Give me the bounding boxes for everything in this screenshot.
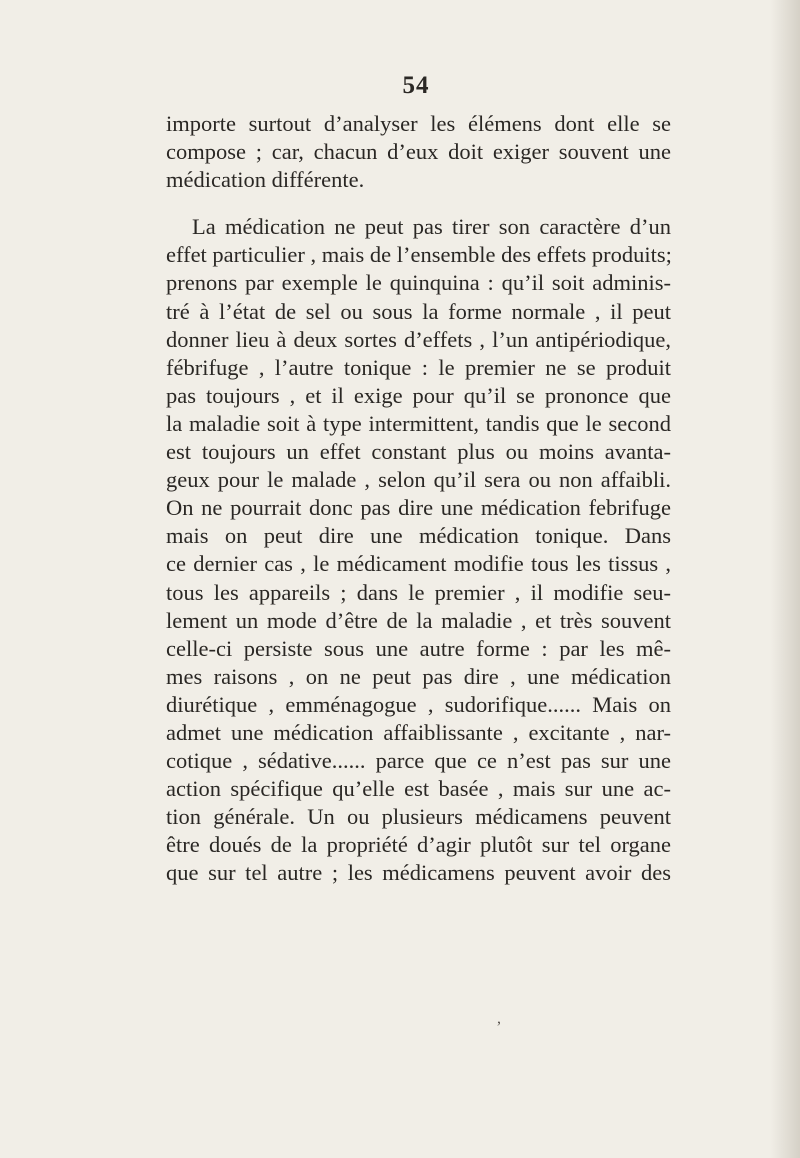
text-line: tré à l’état de sel ou sous la forme normale , il peut [166,298,671,324]
text-line: importe surtout d’analyser les élémens dont elle se [166,111,671,136]
text-line: médication différente. [166,167,365,193]
text-line: mes raisons , on ne peut pas dire , une médication [166,663,671,689]
text-line: admet une médication affaiblissante , excitante , nar- [166,719,671,745]
ink-speck: , [497,1010,501,1027]
text-line: celle-ci persiste sous une autre forme : par les mê- [166,635,671,661]
text-line: est toujours un effet constant plus ou moins avanta- [166,439,671,465]
text-line: cotique , sédative...... parce que ce n’est pas sur une [166,748,671,774]
page-number: 54 [402,72,430,99]
paragraph [166,213,671,887]
text-line: geux pour le malade , selon qu’il sera ou non affaibli. [166,467,671,493]
text-line: pas toujours , et il exige pour qu’il se prononce que [166,382,671,408]
text-line: la maladie soit à type intermittent, tandis que le second [166,410,671,436]
text-line: donner lieu à deux sortes d’effets , l’un antipériodique, [166,326,671,352]
body-text [166,110,671,888]
paragraph [166,110,671,194]
text-line: fébrifuge , l’autre tonique : le premier ne se produit [166,354,671,380]
text-line: prenons par exemple le quinquina : qu’il soit adminis- [166,270,671,296]
text-line: compose ; car, chacun d’eux doit exiger souvent une [166,139,671,165]
text-line: action spécifique qu’elle est basée , mais sur une ac- [166,776,671,802]
text-line: On ne pourrait donc pas dire une médication febrifuge [166,495,671,521]
text-line: lement un mode d’être de la maladie , et très souvent [166,607,671,633]
text-line: ce dernier cas , le médicament modifie tous les tissus , [166,551,671,577]
text-line: que sur tel autre ; les médicamens peuvent avoir des [166,860,671,886]
text-line: tous les appareils ; dans le premier , il modifie seu- [166,579,671,605]
text-line: diurétique , emménagogue , sudorifique...... Mais on [166,691,671,717]
paragraph-gap [166,194,671,213]
text-line: effet particulier , mais de l’ensemble des effets produits; [166,242,672,268]
text-line: mais on peut dire une médication tonique. Dans [166,523,671,549]
text-line: tion générale. Un ou plusieurs médicamens peuvent [166,804,671,830]
text-line: être doués de la propriété d’agir plutôt sur tel organe [166,832,671,858]
page-edge-shadow [770,0,800,1158]
text-line: La médication ne peut pas tirer son caractère d’un [192,214,671,240]
